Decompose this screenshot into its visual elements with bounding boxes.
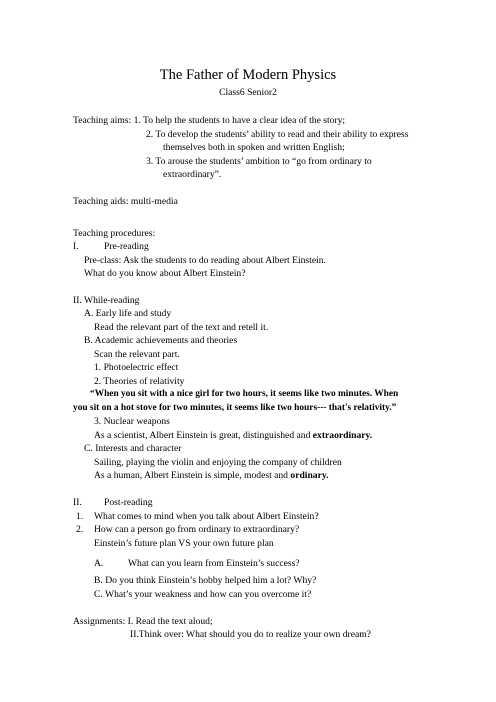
b3-detail-plain: As a scientist, Albert Einstein is great, distinguished and <box>94 430 313 441</box>
c-detail-bold: ordinary. <box>290 470 329 481</box>
post-reading-title: Post-reading <box>104 497 153 508</box>
aims-line-1: Teaching aims: 1. To help the students to have a clear idea of the story; <box>73 115 346 126</box>
while-item-c-detail-2 <box>94 469 329 482</box>
while-item-a: A. Early life and study <box>84 308 172 319</box>
document-title: The Father of Modern Physics <box>159 67 337 83</box>
post-sub-c: C. What’s your weakness and how can you overcome it? <box>94 589 312 600</box>
while-item-c: C. Interests and character <box>84 443 182 454</box>
while-item-c-detail-1: Sailing, playing the violin and enjoying the company of children <box>94 457 342 468</box>
post-sub-a: What can you learn from Einstein’s success? <box>128 558 300 569</box>
pre-reading-numeral: I. <box>73 241 79 252</box>
post-q1-number: 1. <box>76 511 84 522</box>
pre-reading-title: Pre-reading <box>104 241 149 252</box>
assignments-line-2: II.Think over: What should you do to realize your own dream? <box>130 629 371 640</box>
c-detail-plain: As a human, Albert Einstein is simple, modest and <box>94 470 291 481</box>
post-q2: How can a person go from ordinary to extraordinary? <box>94 524 300 535</box>
while-item-b1: 1. Photoelectric effect <box>94 362 179 373</box>
post-q1: What comes to mind when you talk about Albert Einstein? <box>94 511 319 522</box>
b3-detail-bold: extraordinary. <box>312 430 373 441</box>
post-sub-b: B. Do you think Einstein’s hobby helped him a lot? Why? <box>94 575 317 586</box>
relativity-quote-line-1: “When you sit with a nice girl for two hours, it seems like two minutes. When <box>90 389 399 399</box>
aims-item-2-line-1: 2. To develop the students’ ability to read and their ability to express <box>146 129 409 140</box>
pre-reading-line-1: Pre-class: Ask the students to do reading about Albert Einstein. <box>84 255 326 266</box>
while-item-b-detail: Scan the relevant part. <box>94 349 180 360</box>
post-reading-numeral: II. <box>73 497 82 508</box>
post-q2-detail: Einstein’s future plan VS your own future plan <box>94 538 274 549</box>
post-sub-a-letter: A. <box>94 558 104 569</box>
aims-item-3-line-1: 3. To arouse the students’ ambition to “go from ordinary to <box>146 156 372 167</box>
teaching-aids: Teaching aids: multi-media <box>73 196 178 207</box>
while-item-b2: 2. Theories of relativity <box>94 376 185 387</box>
assignments-line-1: Assignments: I. Read the text aloud; <box>73 616 213 627</box>
aims-item-2-line-2: themselves both in spoken and written English; <box>163 142 345 153</box>
while-item-b: B. Academic achievements and theories <box>84 335 238 346</box>
while-item-a-detail: Read the relevant part of the text and retell it. <box>94 322 269 333</box>
document-subtitle: Class6 Senior2 <box>219 87 277 98</box>
while-item-b3-detail <box>94 429 372 442</box>
while-item-b3: 3. Nuclear weapons <box>94 416 170 427</box>
relativity-quote-line-2: you sit on a hot stove for two minutes, it seems like two hours--- that's relativity.” <box>73 403 397 413</box>
post-q2-number: 2. <box>76 524 84 535</box>
while-reading-heading: II. While-reading <box>73 295 140 306</box>
procedures-heading: Teaching procedures: <box>73 228 156 239</box>
aims-item-3-line-2: extraordinary”. <box>163 169 222 180</box>
pre-reading-line-2: What do you know about Albert Einstein? <box>84 268 246 279</box>
